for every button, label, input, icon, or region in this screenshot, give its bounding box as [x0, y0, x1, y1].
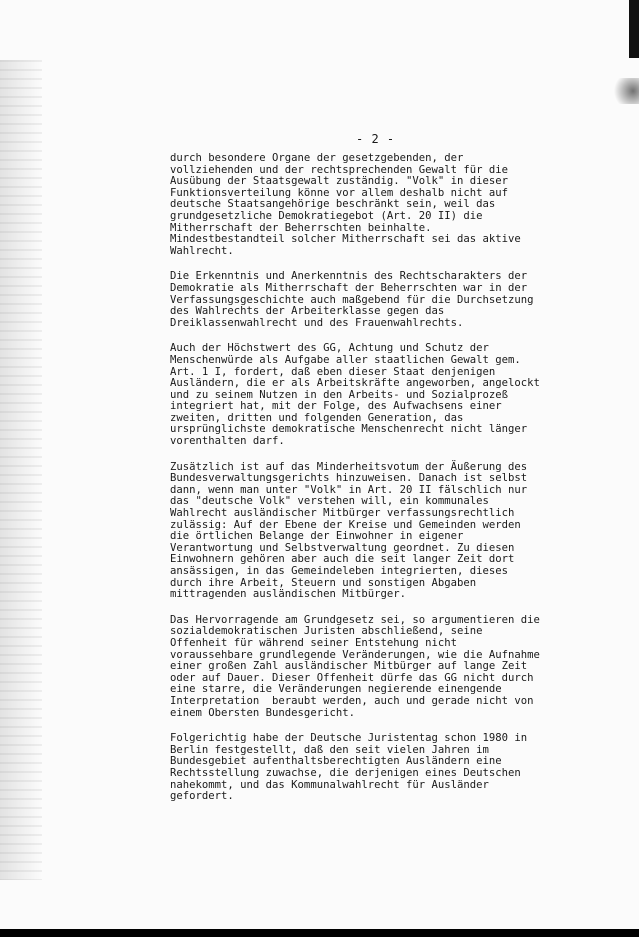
paragraph-5: Das Hervorragende am Grundgesetz sei, so argumentieren die sozialdemokratischen Juristen abschließend, seine Offenheit für während seiner Entstehung nicht voraussehbare grundlegende Veränderungen, wie die Aufnahme einer großen Zahl ausländischer Mitbürger auf lange Zeit oder auf Dauer. Dieser Offenheit dürfe das GG nicht durch eine starre, die Veränderungen negierende einengende Interpretation beraubt werden, auch und gerade nicht von einem Obersten Bundesgericht. — [170, 613, 540, 719]
paragraph-3: Auch der Höchstwert des GG, Achtung und Schutz der Menschenwürde als Aufgabe aller staatlichen Gewalt gem. Art. 1 I, fordert, daß eben dieser Staat denjenigen Ausländern, die er als Arbeitskräfte angeworben, angelockt und zu seinem Nutzen in den Arbeits- und Sozialprozeß integriert hat, mit der Folge, des Aufwachsens einer zweiten, dritten und folgenden Generation, das ursprünglichste demokratische Menschenrecht nicht länger vorenthalten darf. — [170, 342, 540, 448]
scan-corner-mark — [629, 0, 639, 58]
paragraph-4: Zusätzlich ist auf das Minderheitsvotum der Äußerung des Bundesverwaltungsgerichts hinzuweisen. Danach ist selbst dann, wenn man unter "Volk" in Art. 20 II fälschlich nur das "deutsche Volk" verstehen will, ein kommunales Wahlrecht ausländischer Mitbürger verfassungsrechtlich zulässig: Auf der Ebene der Kreise und Gemeinden werden die örtlichen Belange der Einwohner in eigener Verantwortung und Selbstverwaltung geordnet. Zu diesen Einwohnern gehören aber auch die seit langer Zeit dort ansässigen, in das Gemeindeleben integrierten, dieses durch ihre Arbeit, Steuern und sonstigen Abgaben mittragenden ausländischen Mitbürger. — [170, 460, 528, 601]
page-number: - 2 - — [356, 132, 395, 146]
body-text — [170, 153, 570, 817]
paragraph-2: Die Erkenntnis und Anerkenntnis des Rechtscharakters der Demokratie als Mitherrschaft der Beherrschten war in der Verfassungsgeschichte auch maßgebend für die Durchsetzung des Wahlrechts der Arbeiterklasse gegen das Dreiklassenwahlrecht und des Frauenwahlrechts. — [170, 270, 534, 329]
paragraph-6: Folgerichtig habe der Deutsche Juristentag schon 1980 in Berlin festgestellt, daß den seit vielen Jahren im Bundesgebiet aufenthaltsberechtigten Ausländern eine Rechtsstellung zuwachse, die derjenigen eines Deutschen nahekommt, und das Kommunalwahlrecht für Ausländer gefordert. — [170, 732, 528, 803]
scan-speck — [609, 78, 639, 104]
paragraph-1: durch besondere Organe der gesetzgebenden, der vollziehenden und der rechtsprechenden Gewalt für die Ausübung der Staatsgewalt zuständig. "Volk" in dieser Funktionsverteilung könne vor allem deshalb nicht auf deutsche Staatsangehörige beschränkt sein, weil das grundgesetzliche Demokratiegebot (Art. 20 II) die Mitherrschaft der Beherrschten beinhalte. Mindestbestandteil solcher Mitherrschaft sei das aktive Wahlrecht. — [170, 152, 521, 257]
scan-edge-shadow — [0, 60, 42, 880]
scan-bottom-edge — [0, 929, 639, 937]
